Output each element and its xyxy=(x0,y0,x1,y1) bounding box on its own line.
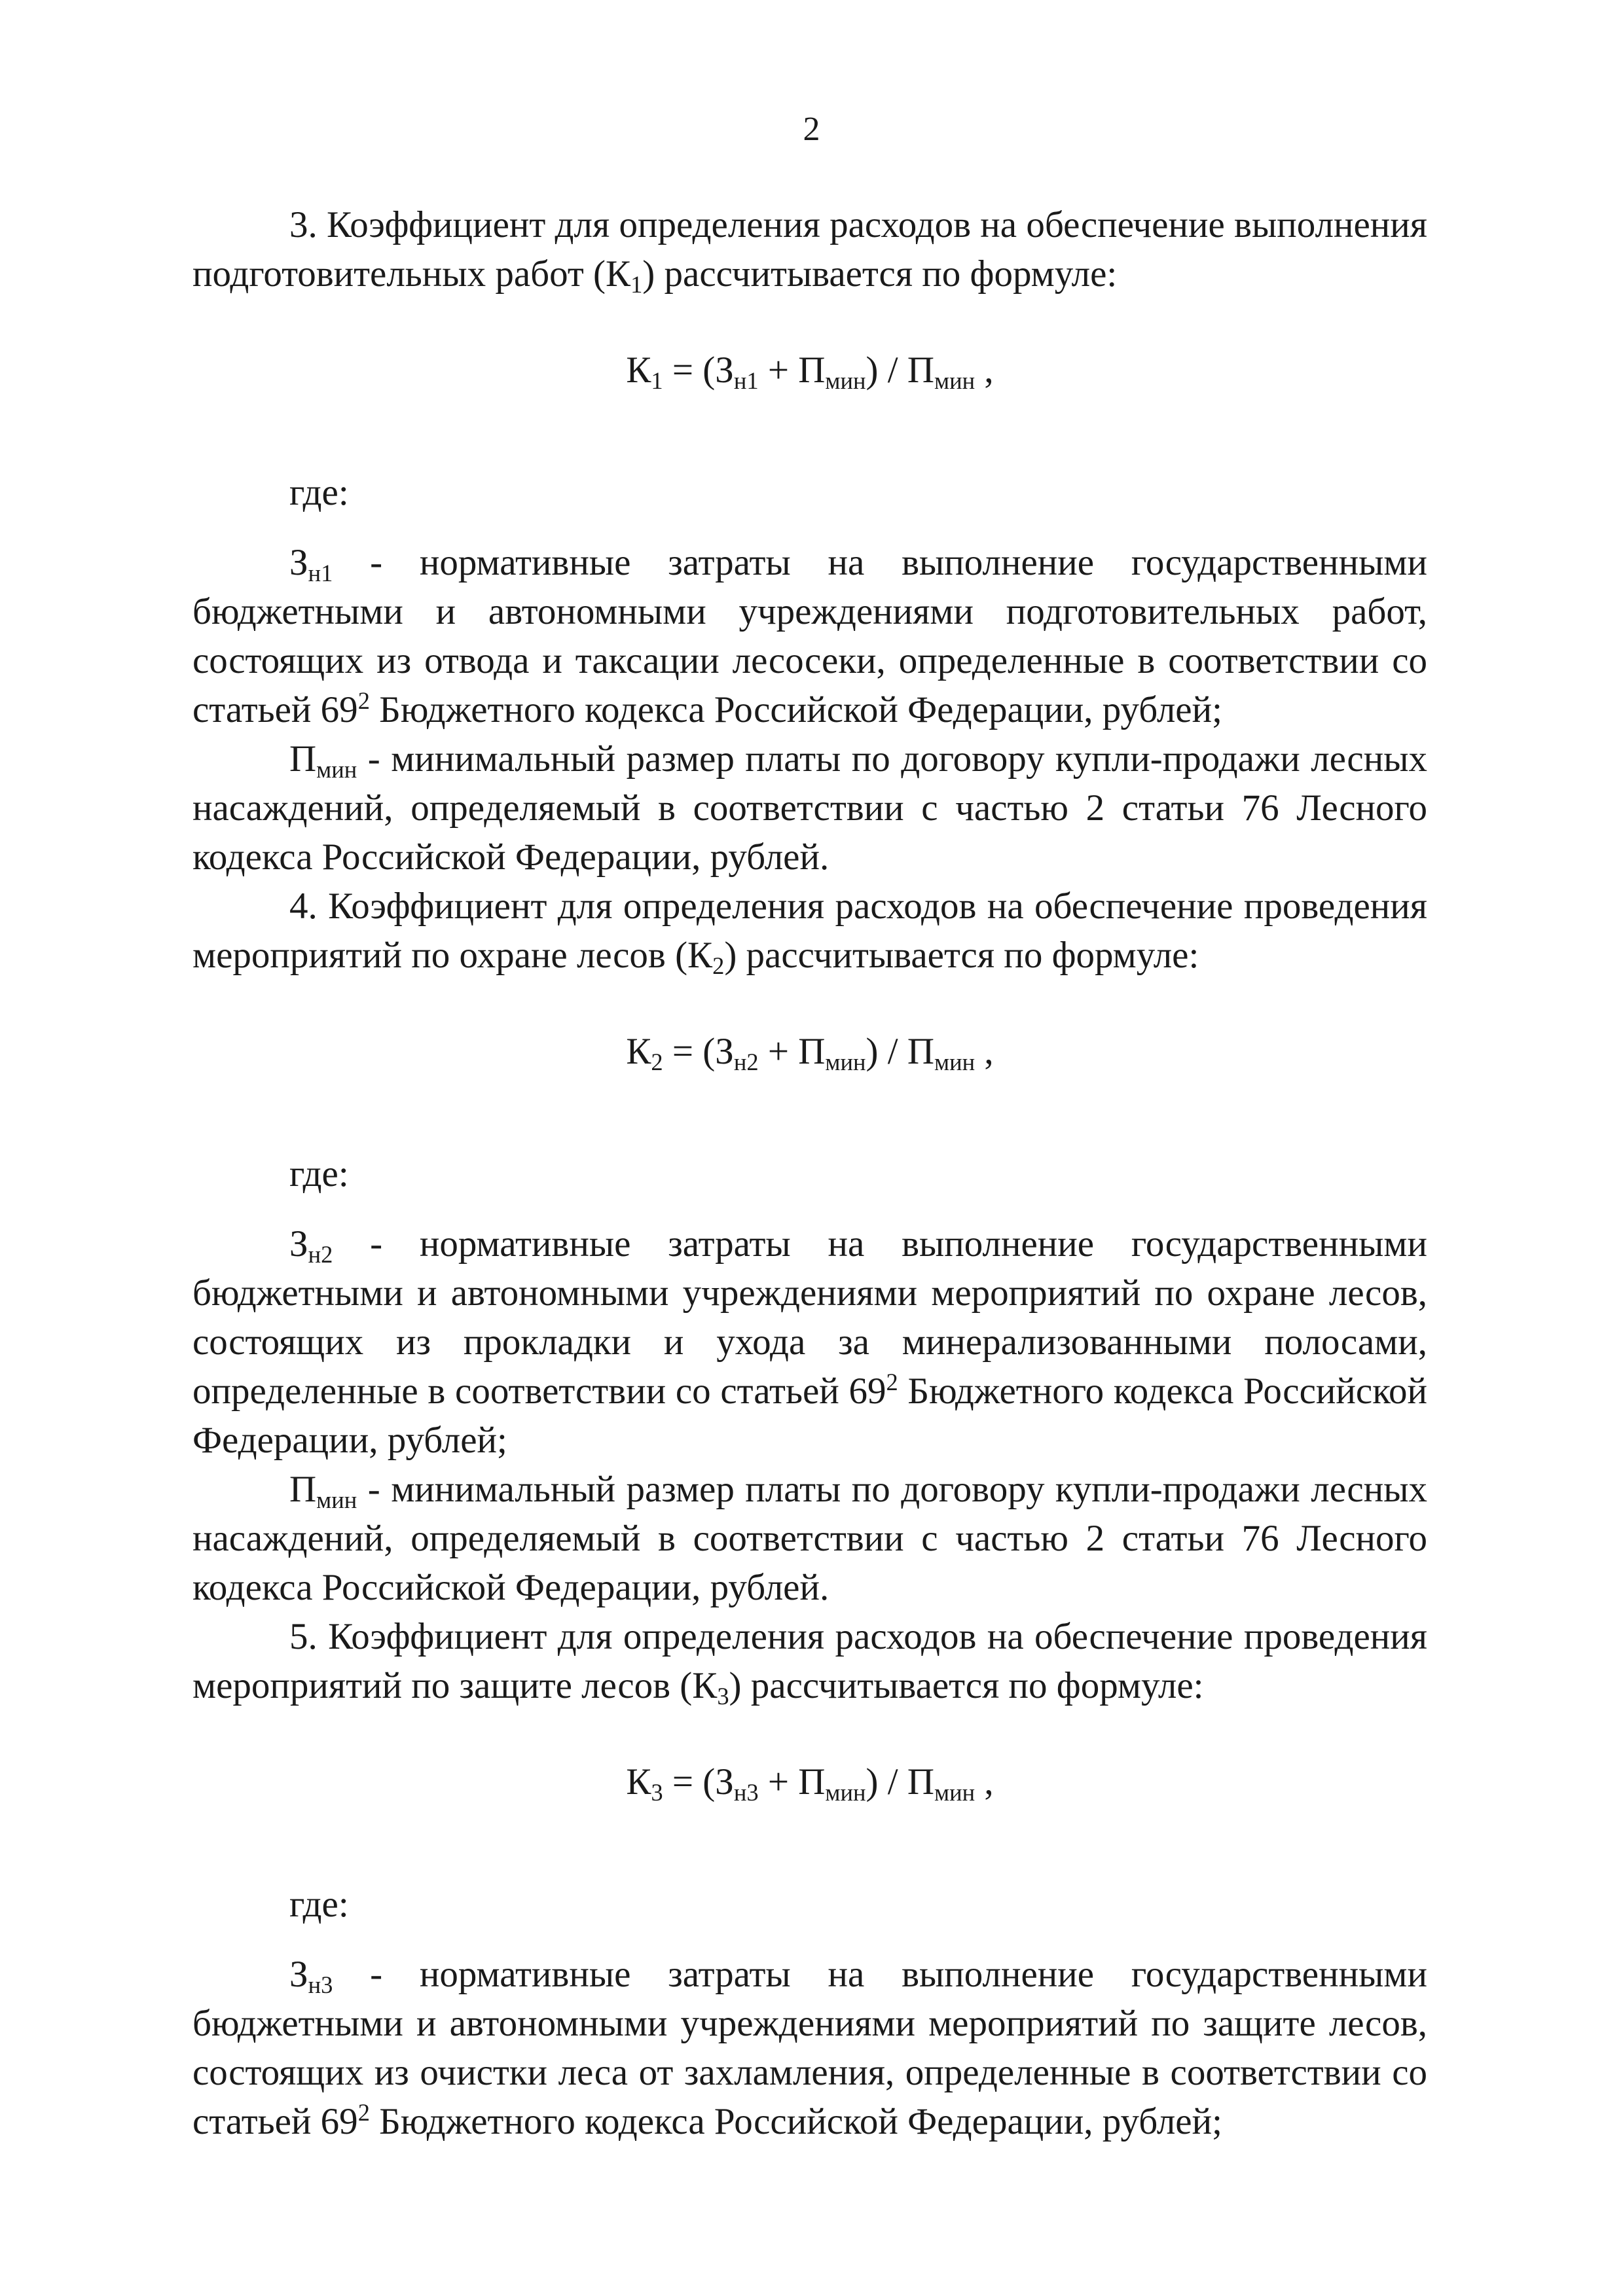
document-body xyxy=(192,200,1427,2146)
definition-pmin: $П_{мин}$ - минимальный размер платы по договору купли-продажи лесных насаждений, определяемый в соответствии с частью 2 статьи 76 Лесного кодекса Российской Федерации, рублей. xyxy=(192,738,1427,878)
page-number: 2 xyxy=(803,111,820,148)
definition-zn1: $З_{н1}$ - нормативные затраты на выполнение государственными бюджетными и автономными учреждениями подготовительных работ, состоящих из отвода и таксации лесосеки, определенные в соответствии со статьей $69^2$ Бюджетного кодекса Российской Федерации, рублей; xyxy=(192,542,1427,730)
formula-k2: $К_2 = (З_{н2} + П_{мин}) / П_{мин}$ , xyxy=(626,1031,994,1076)
definition-zn3: $З_{н3}$ - нормативные затраты на выполнение государственными бюджетными и автономными учреждениями мероприятий по защите лесов, состоящих из очистки леса от захламления, определенные в соответствии со статьей $69^2$ Бюджетного кодекса Российской Федерации, рублей; xyxy=(192,1954,1427,2142)
section-4-heading: 4. Коэффициент для определения расходов на обеспечение проведения мероприятий по охране лесов $(К_2)$ рассчитывается по формуле: xyxy=(192,886,1427,980)
where-label: где: xyxy=(289,1884,349,1925)
where-label: где: xyxy=(289,472,349,513)
formula-k3: $К_3 = (З_{н3} + П_{мин}) / П_{мин}$ , xyxy=(626,1761,994,1806)
definition-zn2: $З_{н2}$ - нормативные затраты на выполнение государственными бюджетными и автономными учреждениями мероприятий по охране лесов, состоящих из прокладки и ухода за минерализованными полосами, определенные в соответствии со статьей $69^2$ Бюджетного кодекса Российской Федерации, рублей; xyxy=(192,1223,1428,1461)
formula-k1: $К_1 = (З_{н1} + П_{мин}) / П_{мин}$ , xyxy=(626,350,994,395)
where-label: где: xyxy=(289,1153,349,1194)
section-5-heading: 5. Коэффициент для определения расходов на обеспечение проведения мероприятий по защите лесов $(К_3)$ рассчитывается по формуле: xyxy=(192,1616,1427,1710)
definition-pmin: $П_{мин}$ - минимальный размер платы по договору купли-продажи лесных насаждений, определяемый в соответствии с частью 2 статьи 76 Лесного кодекса Российской Федерации, рублей. xyxy=(192,1469,1427,1608)
section-3-heading: 3. Коэффициент для определения расходов на обеспечение выполнения подготовительных работ $(К_1)$ рассчитывается по формуле: xyxy=(192,204,1427,298)
